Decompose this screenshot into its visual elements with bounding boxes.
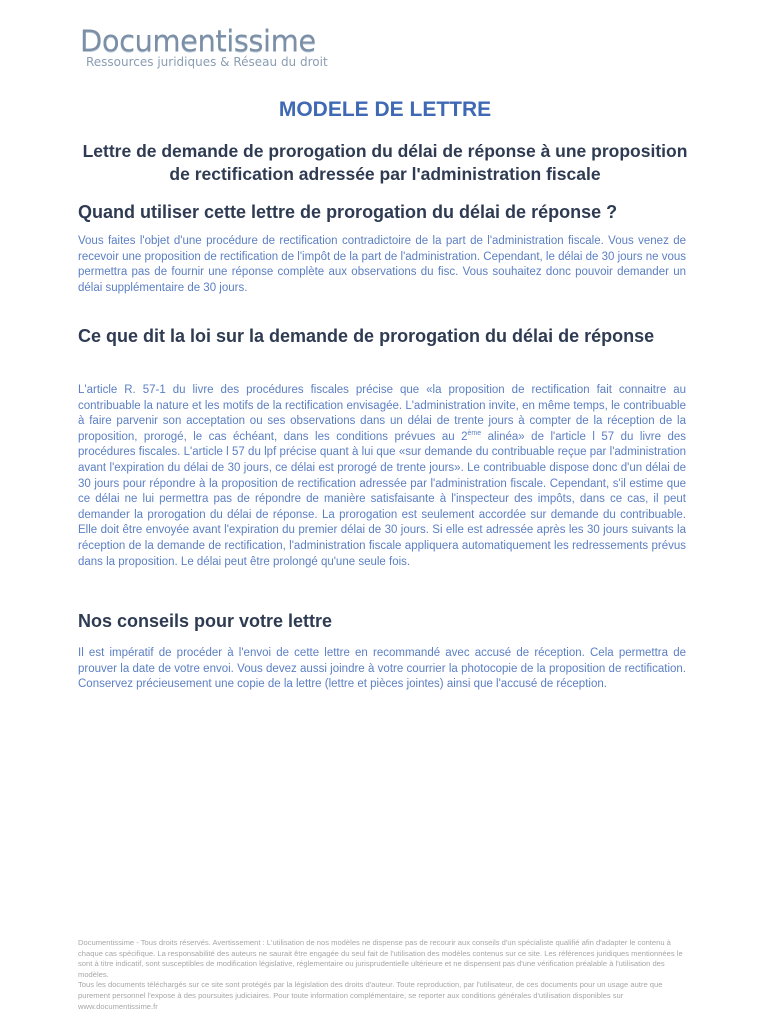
footer-paragraph-copyright: Tous les documents téléchargés sur ce site sont protégés par la législation des droits d'auteur. Toute reproduction, par l'utilisateur, de ces documents pour un usage autre que purement personnel l'expose à des poursuites judiciaires. Pour toute information complémentaire, se reporter aux conditions générales d'utilisation disponibles sur www.documentissime.fr — [78, 980, 663, 1011]
logo-tagline: Ressources juridiques & Réseau du droit — [86, 55, 328, 69]
documentissime-logo — [80, 24, 328, 69]
document-type: MODELE DE LETTRE — [278, 98, 492, 121]
law-text-part1: L'article R. 57-1 du livre des procédures fiscales précise que «la proposition de rectification fait connaitre au contribuable la nature et les motifs de la rectification envisagée. L'administration invite, en même temps, le contribuable à faire parvenir son acceptation ou ses observations dans un délai de trente jours à compter de la réception de la proposition, prorogé, le cas échéant, dans les conditions prévues au 2 — [78, 384, 686, 443]
section-paragraph-when-to-use: Vous faites l'objet d'une procédure de rectification contradictoire de la part de l'administration fiscale. Vous venez de recevoir une proposition de rectification de l'impôt de la part de l'administration. Cependant, le délai de 30 jours ne vous permettra pas de fournir une réponse complète aux observations du fisc. Vous souhaitez donc pouvoir demander un délai supplémentaire de 30 jours. — [78, 235, 686, 294]
document-title: Lettre de demande de prorogation du délai de réponse à une proposition de rectification adressée par l'administration fiscale — [82, 141, 688, 184]
section-heading-when-to-use: Quand utiliser cette lettre de prorogation du délai de réponse ? — [78, 202, 618, 222]
footer-paragraph-warning: Documentissime - Tous droits réservés. Avertissement : L'utilisation de nos modèles ne dispense pas de recourir aux conseils d'un spécialiste qualifié afin d'adapter le contenu à chaque cas spécifique. La responsabilité des auteurs ne saurait être engagée du seul fait de l'utilisation des modèles contenus sur ce site. Les références juridiques mentionnées le sont à titre indicatif, sont susceptibles de modification législative, réglementaire ou jurisprudentielle ultérieure et ne dispensent pas d'une vérification préalable à l'utilisation des modèles. — [78, 938, 683, 979]
law-text-superscript: ème — [467, 429, 482, 437]
section-heading-advice: Nos conseils pour votre lettre — [78, 611, 333, 631]
footer-disclaimer — [78, 938, 690, 1012]
section-paragraph-advice: Il est impératif de procéder à l'envoi de cette lettre en recommandé avec accusé de réception. Cela permettra de prouver la date de votre envoi. Vous devez aussi joindre à votre courrier la photocopie de la proposition de rectification. Conservez précieusement une copie de la lettre (lettre et pièces jointes) ainsi que l'accusé de réception. — [78, 647, 686, 691]
section-paragraph-law — [78, 383, 686, 570]
section-heading-law: Ce que dit la loi sur la demande de prorogation du délai de réponse — [78, 326, 655, 346]
logo-name: Documentissime — [80, 24, 316, 58]
law-text-part2: alinéa» de l'article l 57 du livre des procédures fiscales. L'article l 57 du lpf précise quant à lui que «sur demande du contribuable reçue par l'administration avant l'expiration du délai de 30 jours, ce délai est prorogé de trente jours». Le contribuable dispose donc d'un délai de 30 jours pour répondre à la proposition de rectification adressée par l'administration fiscale. Cependant, s'il estime que ce délai ne lui permettra pas de répondre de manière satisfaisante à l'inspecteur des impôts, dans ce cas, il peut demander la prorogation du délai de réponse. La prorogation est seulement accordée sur demande du contribuable. Elle doit être envoyée avant l'expiration du premier délai de 30 jours. Si elle est adressée après les 30 jours suivants la réception de la demande de rectification, l'administration fiscale appliquera automatiquement les redressements prévus dans la proposition. Le délai peut être prolongé qu'une seule fois. — [78, 430, 686, 568]
